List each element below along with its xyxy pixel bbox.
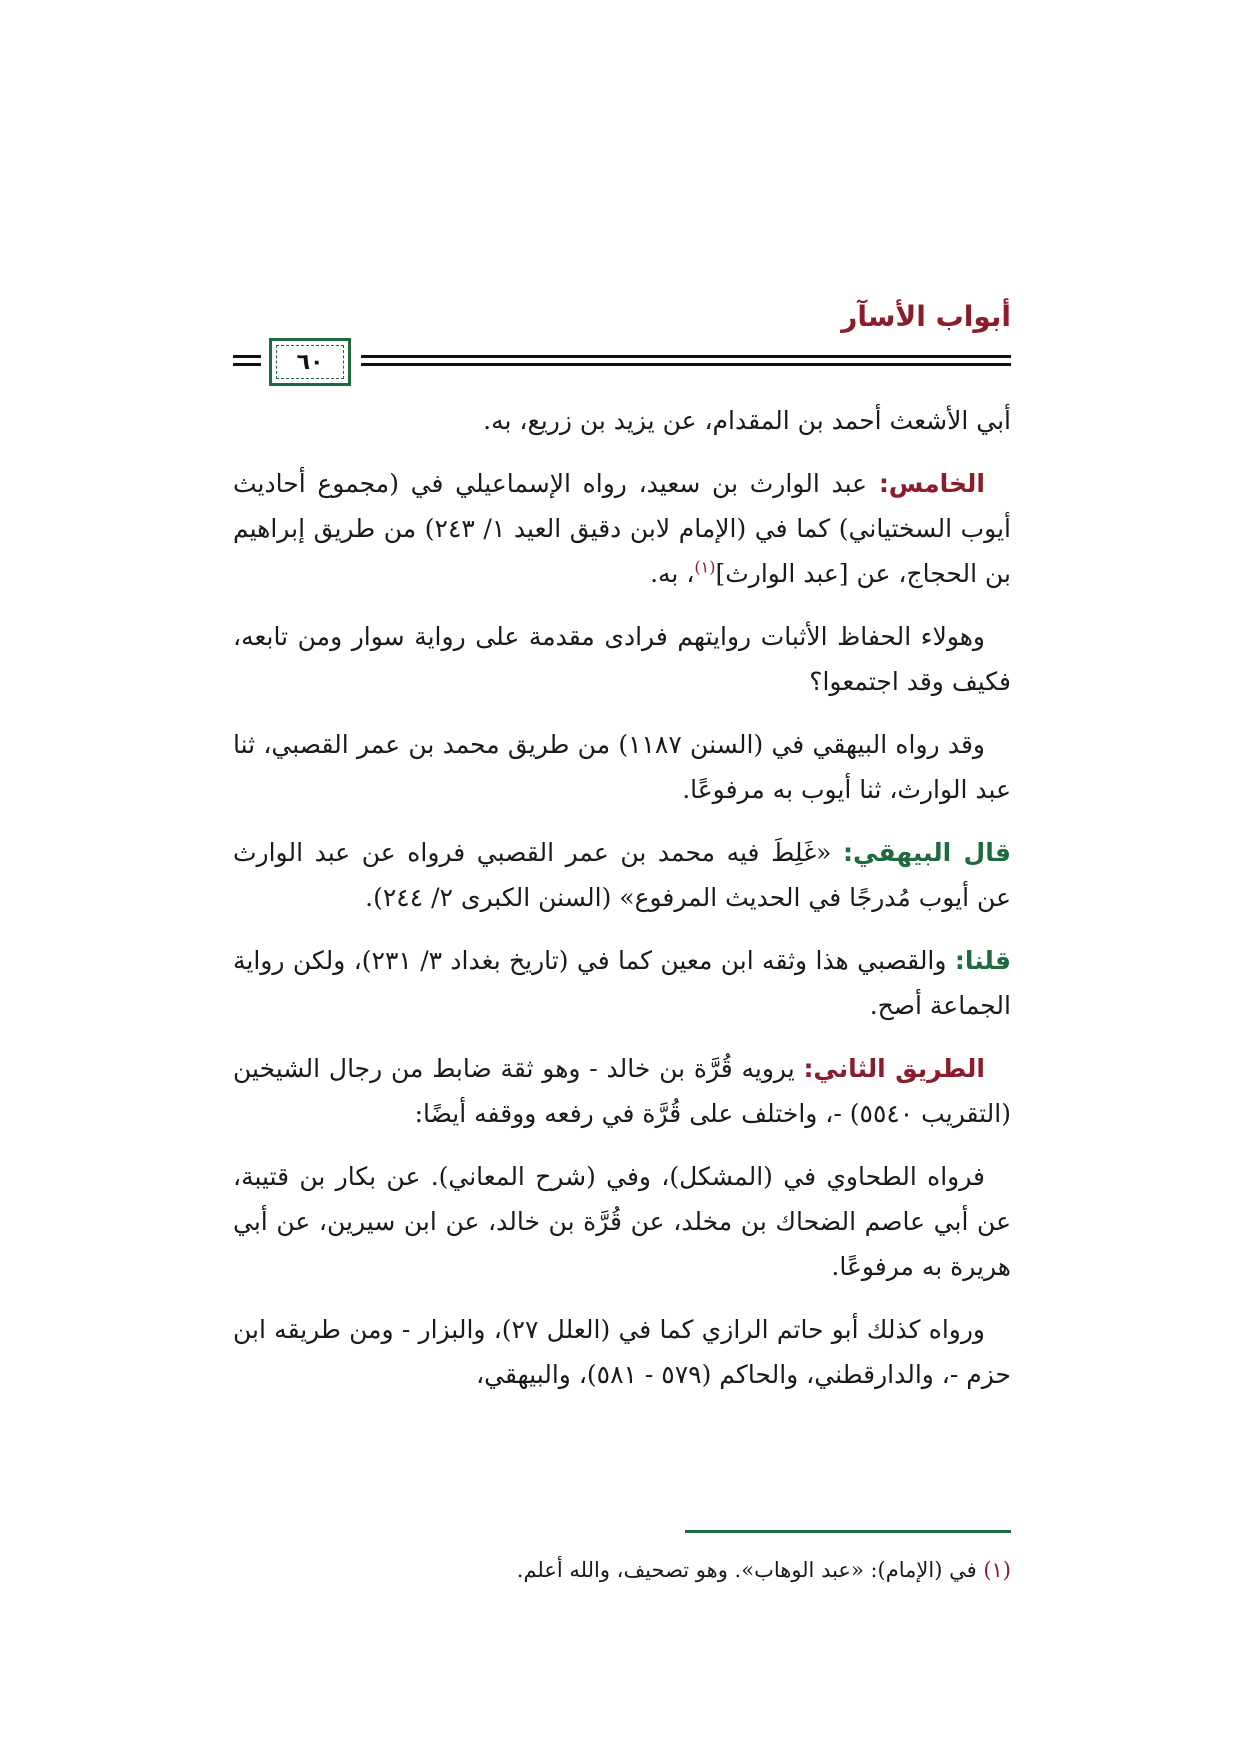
- paragraph: [233, 461, 1011, 596]
- paragraph: [233, 1046, 1011, 1136]
- header-rule: [233, 355, 261, 358]
- page-number: ٦٠: [296, 349, 324, 375]
- footnote-number: (١): [983, 1558, 1011, 1582]
- page-header: [233, 300, 1011, 390]
- section-keyword: قال البيهقي:: [843, 838, 1011, 867]
- section-keyword: قلنا:: [954, 946, 1011, 975]
- book-title: أبواب الأسآر: [841, 300, 1011, 333]
- paragraph: [233, 938, 1011, 1028]
- paragraph: [233, 1307, 1011, 1397]
- paragraph-text: والقصبي هذا وثقه ابن معين كما في (تاريخ بغداد ٣/ ٢٣١)، ولكن رواية الجماعة أصح.: [233, 946, 1011, 1020]
- paragraph-text: ورواه كذلك أبو حاتم الرازي كما في (العلل ٢٧)، والبزار - ومن طريقه ابن حزم -، والدارقطني، والحاكم (٥٧٩ - ٥٨١)، والبيهقي،: [233, 1315, 1011, 1389]
- paragraph-text: عبد الوارث بن سعيد، رواه الإسماعيلي في (مجموع أحاديث أيوب السختياني) كما في (الإمام لابن دقيق العيد ١/ ٢٤٣) من طريق إبراهيم بن الحجاج، عن [عبد الوارث]: [233, 469, 1012, 588]
- paragraph-text: وقد رواه البيهقي في (السنن ١١٨٧) من طريق محمد بن عمر القصبي، ثنا عبد الوارث، ثنا أيوب به مرفوعًا.: [233, 730, 1011, 804]
- paragraph: [233, 830, 1011, 920]
- section-keyword: الطريق الثاني:: [803, 1054, 985, 1083]
- paragraph: [233, 1154, 1011, 1289]
- paragraph-text: ، به.: [650, 559, 695, 588]
- paragraph-text: فرواه الطحاوي في (المشكل)، وفي (شرح المعاني). عن بكار بن قتيبة، عن أبي عاصم الضحاك بن مخلد، عن قُرَّة بن خالد، عن ابن سيرين، عن أبي هريرة به مرفوعًا.: [233, 1162, 1011, 1281]
- page-number-badge: [269, 338, 351, 386]
- footnote: [233, 1553, 1011, 1587]
- footnote-separator: [685, 1530, 1011, 1533]
- header-rule: [233, 363, 261, 366]
- paragraph-text: يرويه قُرَّة بن خالد - وهو ثقة ضابط من رجال الشيخين (التقريب ٥٥٤٠) -، واختلف على قُرَّة في رفعه ووقفه أيضًا:: [233, 1054, 1011, 1128]
- main-text: [233, 398, 1011, 1415]
- footnote-reference[interactable]: (١): [694, 557, 716, 577]
- paragraph: [233, 722, 1011, 812]
- footnote-text: في (الإمام): «عبد الوهاب». وهو تصحيف، والله أعلم.: [516, 1558, 984, 1582]
- paragraph-text: «غَلِطَ فيه محمد بن عمر القصبي فرواه عن عبد الوارث عن أيوب مُدرجًا في الحديث المرفوع» (السنن الكبرى ٢/ ٢٤٤).: [233, 838, 1011, 912]
- paragraph-text: أبي الأشعث أحمد بن المقدام، عن يزيد بن زريع، به.: [483, 406, 1011, 435]
- paragraph: [233, 398, 1011, 443]
- header-rule: [361, 355, 1011, 358]
- section-keyword: الخامس:: [878, 469, 985, 498]
- paragraph: [233, 614, 1011, 704]
- paragraph-text: وهولاء الحفاظ الأثبات روايتهم فرادى مقدمة على رواية سوار ومن تابعه، فكيف وقد اجتمعوا؟: [233, 622, 1011, 696]
- header-rule: [361, 363, 1011, 366]
